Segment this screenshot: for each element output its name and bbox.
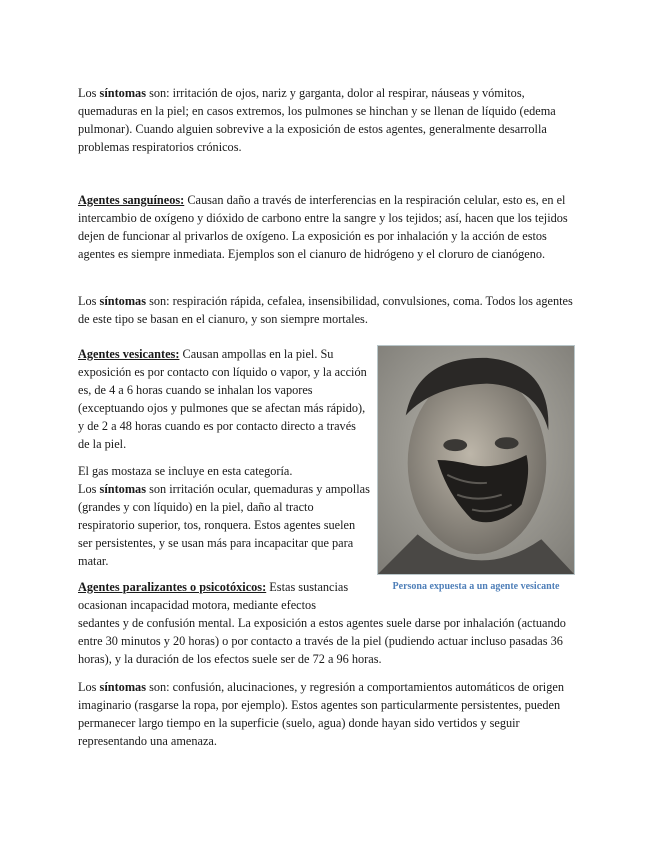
blood-agents-heading: Agentes sanguíneos:: [78, 193, 185, 207]
vesicant-symptoms-text: son irritación ocular, quemaduras y ampollas (grandes y con líquido) en la piel, daño al tracto respiratorio superior, tos, ronquera. Estos agentes suelen ser persistentes, y se usan más para incapacitar que para matar.: [78, 482, 370, 568]
blood-agents-text: Causan daño a través de interferencias en la respiración celular, esto es, en el intercambio de oxígeno y dióxido de carbono entre la sangre y los tejidos; así, hacen que los tejidos dejen de funcionar al privarlos de oxígeno. La exposición es por inhalación y la acción de estos agentes es siempre inmediata. Ejemplos son el cianuro de hidrógeno y el cloruro de cianógeno.: [78, 193, 568, 261]
paralyzing-agents-text-narrow: Estas sustancias ocasionan incapacidad motora, mediante efectos: [78, 580, 349, 612]
paralyzing-symptoms-keyword: síntomas: [99, 680, 146, 694]
vesicant-symptoms-keyword: síntomas: [99, 482, 146, 496]
face-photo-image: [378, 346, 574, 574]
vesicant-agents-text: Causan ampollas en la piel. Su exposición es por contacto con líquido o vapor, y la acción es, de 4 a 6 horas cuando se inhalan los vapores (exceptuando ojos y pulmones que se afectan más rápido), y de 2 a 48 horas cuando es por contacto directo a través de la piel.: [78, 347, 367, 451]
figure-caption: Persona expuesta a un agente vesicante: [392, 581, 560, 592]
intro-text: son: irritación de ojos, nariz y garganta, dolor al respirar, náuseas y vómitos, quemaduras en la piel; en casos extremos, los pulmones se hinchan y se llenan de líquido (edema pulmonar). Cuando alguien sobrevive a la exposición de estos agentes, generalmente desarrolla problemas respiratorios crónicos.: [78, 86, 556, 154]
vesicant-symptoms-paragraph: [78, 462, 370, 570]
figure-photo: [377, 345, 575, 575]
paralyzing-agents-paragraph: [78, 578, 578, 668]
blood-agents-paragraph: [78, 191, 578, 263]
paralyzing-symptoms-lead: Los: [78, 680, 100, 694]
paralyzing-agents-text-wide: sedantes y de confusión mental. La exposición a estos agentes suele darse por inhalación (actuando entre 30 minutos y 20 horas) o por contacto a través de la piel (pudiendo actuar incluso pasadas 36 horas), y la duración de los efectos suele ser de 72 a 96 horas.: [78, 616, 566, 666]
blood-symptoms-lead: Los: [78, 294, 100, 308]
blood-agents-symptoms-paragraph: [78, 292, 578, 328]
intro-paragraph: [78, 84, 578, 156]
intro-lead: Los: [78, 86, 100, 100]
blood-symptoms-text: son: respiración rápida, cefalea, insensibilidad, convulsiones, coma. Todos los agentes de este tipo se basan en el cianuro, y son siempre mortales.: [78, 294, 573, 326]
paralyzing-symptoms-text: son: confusión, alucinaciones, y regresión a comportamientos automáticos de origen imaginario (rasgarse la ropa, por ejemplo). Estos agentes son particularmente persistentes, pueden permanecer largo tiempo en la superficie (suelo, agua) donde hayan sido vertidos y seguir representando una amenaza.: [78, 680, 564, 748]
intro-keyword: síntomas: [99, 86, 146, 100]
paralyzing-symptoms-paragraph: [78, 678, 578, 750]
blood-symptoms-keyword: síntomas: [99, 294, 146, 308]
mustard-gas-line: El gas mostaza se incluye en esta categoría.: [78, 464, 293, 478]
vesicant-agents-heading: Agentes vesicantes:: [78, 347, 180, 361]
vesicant-agents-paragraph: [78, 345, 370, 453]
paralyzing-agents-heading: Agentes paralizantes o psicotóxicos:: [78, 580, 267, 594]
vesicant-symptoms-lead: Los: [78, 482, 100, 496]
